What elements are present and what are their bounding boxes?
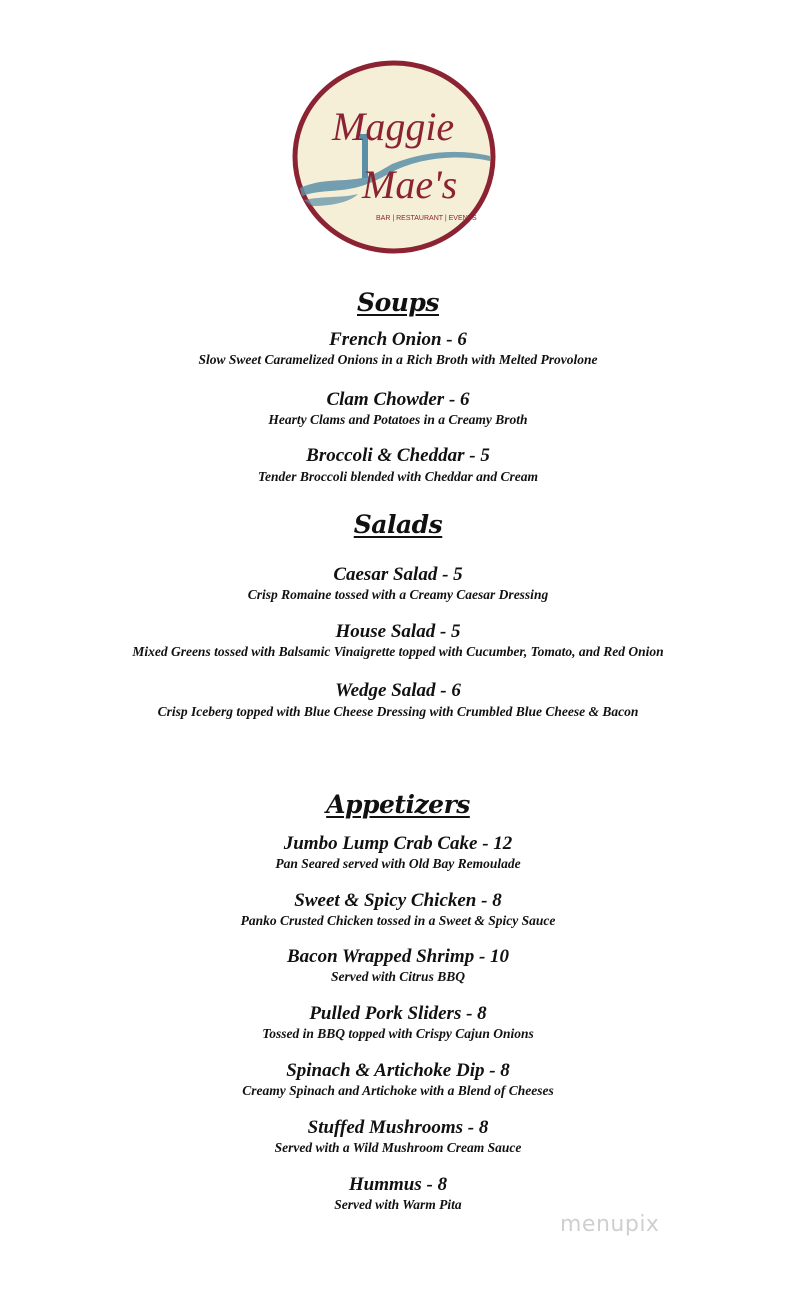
menu-item-name: French Onion - 6 (329, 329, 467, 350)
section-title-salads: Salads (353, 510, 443, 539)
menu-item-description: Mixed Greens tossed with Balsamic Vinaigrette topped with Cucumber, Tomato, and Red Onion (132, 644, 664, 659)
menu-item-name: Clam Chowder - 6 (326, 389, 470, 410)
menu-item-name: Jumbo Lump Crab Cake - 12 (283, 833, 513, 854)
menu-item-name: House Salad - 5 (335, 621, 461, 642)
menu-item-description: Served with Citrus BBQ (331, 969, 465, 984)
menu-item-name: Caesar Salad - 5 (333, 564, 463, 585)
menu-item-name: Spinach & Artichoke Dip - 8 (286, 1060, 510, 1081)
menu-item-name: Sweet & Spicy Chicken - 8 (294, 890, 502, 911)
menu-item-description: Slow Sweet Caramelized Onions in a Rich Broth with Melted Provolone (198, 352, 598, 367)
menu-item-description: Served with Warm Pita (334, 1197, 462, 1212)
menu-item-name: Hummus - 8 (348, 1174, 448, 1195)
menu-item-description: Hearty Clams and Potatoes in a Creamy Broth (268, 412, 528, 427)
watermark: menupix (560, 1212, 660, 1237)
menu-item-description: Tender Broccoli blended with Cheddar and Cream (257, 469, 539, 484)
menu-item-description: Crisp Iceberg topped with Blue Cheese Dressing with Crumbled Blue Cheese & Bacon (157, 704, 639, 719)
logo-line-maggie: Maggie (332, 104, 455, 149)
menu-item-description: Served with a Wild Mushroom Cream Sauce (274, 1140, 522, 1155)
menu-item-name: Bacon Wrapped Shrimp - 10 (286, 946, 510, 967)
restaurant-logo (292, 60, 496, 254)
menu-item-name: Wedge Salad - 6 (335, 680, 461, 701)
menu-item-name: Stuffed Mushrooms - 8 (307, 1117, 489, 1138)
menu-item-name: Pulled Pork Sliders - 8 (309, 1003, 487, 1024)
logo-emblem-icon (292, 60, 496, 254)
section-title-appetizers: Appetizers (326, 790, 470, 819)
logo-line-maes: Mae's (362, 162, 458, 207)
menu-item-name: Broccoli & Cheddar - 5 (306, 445, 490, 466)
logo-tagline: BAR | RESTAURANT | EVENTS (376, 215, 477, 222)
menu-item-description: Panko Crusted Chicken tossed in a Sweet & Spicy Sauce (240, 913, 556, 928)
menu-item-description: Creamy Spinach and Artichoke with a Blend of Cheeses (242, 1083, 554, 1098)
section-title-soups: Soups (357, 288, 439, 317)
menu-item-description: Crisp Romaine tossed with a Creamy Caesar Dressing (247, 587, 549, 602)
menu-item-description: Pan Seared served with Old Bay Remoulade (275, 856, 521, 871)
menu-item-description: Tossed in BBQ topped with Crispy Cajun Onions (262, 1026, 534, 1041)
